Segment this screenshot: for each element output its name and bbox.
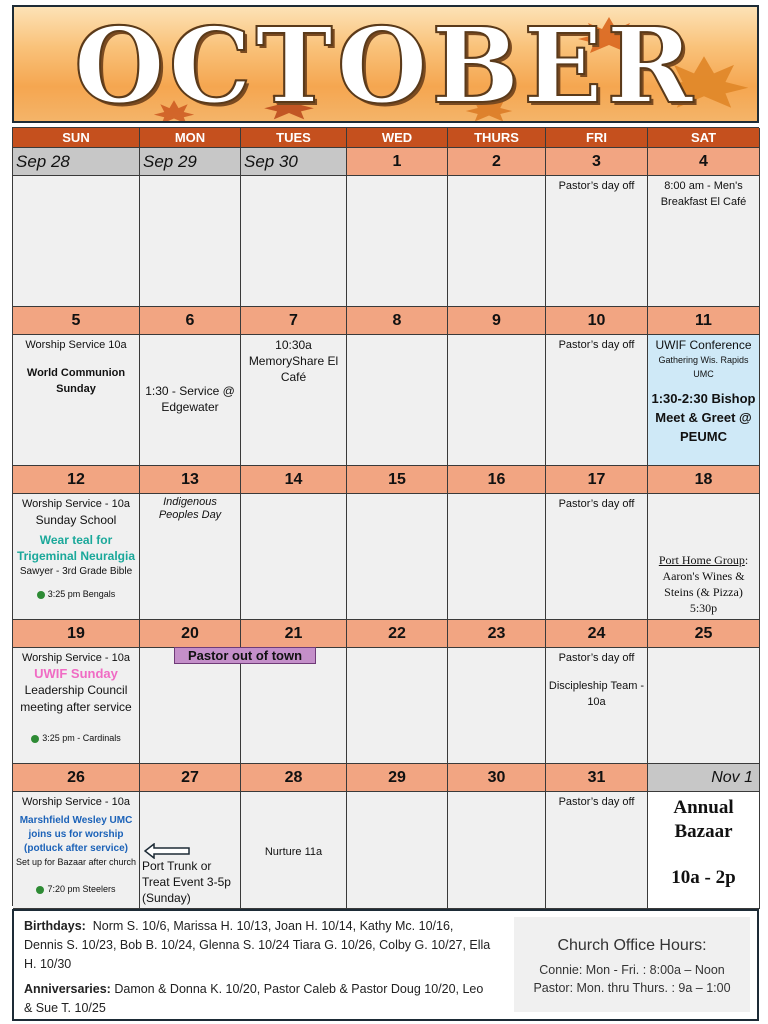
- event-text: Pastor’s day off: [558, 339, 635, 351]
- anniversaries-text: Damon & Donna K. 10/20, Pastor Caleb & Pastor Doug 10/20, Leo & Sue T. 10/25: [24, 982, 484, 1015]
- date-number: 16: [448, 466, 546, 494]
- day-cell: [241, 648, 347, 764]
- day-header-sun: SUN: [13, 128, 140, 148]
- day-cell: [648, 176, 760, 307]
- date-number: 29: [347, 764, 448, 792]
- date-number: 4: [648, 148, 760, 176]
- day-cell: [347, 648, 448, 764]
- day-cell: [241, 494, 347, 620]
- date-number: 15: [347, 466, 448, 494]
- football-icon: [37, 591, 45, 599]
- day-cell: [546, 494, 648, 620]
- pastor-out-banner: Pastor out of town: [174, 647, 316, 664]
- date-number: Sep 28: [13, 148, 140, 176]
- event-text: Pastor’s day off: [558, 498, 635, 510]
- date-number: Sep 30: [241, 148, 347, 176]
- event-text: World Communion Sunday: [26, 367, 126, 395]
- day-cell: [448, 792, 546, 909]
- day-cell: [347, 176, 448, 307]
- date-number: 7: [241, 307, 347, 335]
- day-cell: [347, 494, 448, 620]
- event-text: 1:30 - Service @ Edgewater: [145, 384, 235, 414]
- event-text: Leadership Council meeting after service: [20, 683, 132, 714]
- event-text: Pastor’s day off: [558, 180, 635, 192]
- event-text: Worship Service - 10a: [21, 498, 130, 510]
- event-text: : Aaron's Wines & Steins (& Pizza) 5:30p: [662, 553, 749, 615]
- event-text: Sawyer - 3rd Grade Bible: [19, 566, 133, 577]
- footer-panel: [12, 909, 759, 1021]
- date-number: 13: [140, 466, 241, 494]
- date-number: 28: [241, 764, 347, 792]
- day-header-sat: SAT: [648, 128, 760, 148]
- date-number: 10: [546, 307, 648, 335]
- date-number: Nov 1: [648, 764, 760, 792]
- date-number: 3: [546, 148, 648, 176]
- day-cell: [13, 176, 140, 307]
- calendar-grid: [12, 127, 759, 906]
- date-number: 30: [448, 764, 546, 792]
- date-number: 21: [241, 620, 347, 648]
- event-text: Marshfield Wesley UMC joins us for worship (potluck after service): [19, 815, 133, 854]
- day-cell: [546, 176, 648, 307]
- birthdays-label: Birthdays:: [24, 919, 86, 933]
- office-hours-title: Church Office Hours:: [557, 937, 707, 954]
- event-text: Pastor’s day off: [558, 796, 635, 808]
- office-hours: [514, 917, 750, 1012]
- header-banner: [12, 5, 759, 123]
- office-hours-line: Connie: Mon - Fri. : 8:00a – Noon: [539, 963, 725, 977]
- day-header-fri: FRI: [546, 128, 648, 148]
- event-text: Pastor’s day off: [558, 652, 635, 664]
- day-cell: [241, 176, 347, 307]
- day-cell: [448, 648, 546, 764]
- event-text: Worship Service - 10a: [21, 796, 130, 808]
- left-arrow-icon: [144, 843, 190, 859]
- date-number: 22: [347, 620, 448, 648]
- day-header-wed: WED: [347, 128, 448, 148]
- date-number: 14: [241, 466, 347, 494]
- event-text: Set up for Bazaar after church: [15, 857, 137, 867]
- event-text: 3:25 pm - Cardinals: [42, 733, 121, 743]
- date-number: 26: [13, 764, 140, 792]
- event-text: 8:00 am - Men's Breakfast El Café: [660, 180, 747, 208]
- date-number: 31: [546, 764, 648, 792]
- day-cell: [140, 494, 241, 620]
- date-number: 19: [13, 620, 140, 648]
- birthdays-line: [24, 917, 494, 974]
- event-item: [15, 730, 137, 746]
- anniversaries-label: Anniversaries:: [24, 982, 111, 996]
- event-text: Worship Service - 10a: [21, 652, 130, 664]
- day-header-tue: TUES: [241, 128, 347, 148]
- day-cell: [140, 335, 241, 466]
- date-number: 25: [648, 620, 760, 648]
- date-number: 2: [448, 148, 546, 176]
- day-cell: [13, 792, 140, 909]
- day-cell: [648, 494, 760, 620]
- day-cell: [448, 494, 546, 620]
- event-item: [15, 881, 137, 897]
- event-text: 10a - 2p: [671, 867, 736, 888]
- date-number: 9: [448, 307, 546, 335]
- date-number: 20: [140, 620, 241, 648]
- event-text: Discipleship Team - 10a: [548, 680, 645, 708]
- event-text: 10:30a MemoryShare El Café: [248, 338, 339, 384]
- date-number: 23: [448, 620, 546, 648]
- date-number: 5: [13, 307, 140, 335]
- day-cell: [546, 335, 648, 466]
- event-text: Indigenous Peoples Day: [158, 496, 222, 521]
- event-text: Port Home Group: [658, 553, 745, 567]
- day-cell: [13, 648, 140, 764]
- event-text: Wear teal for Trigeminal Neuralgia: [16, 533, 136, 563]
- event-text: UWIF Sunday: [34, 666, 118, 681]
- event-text: Gathering Wis. Rapids UMC: [658, 355, 749, 379]
- day-cell: [347, 792, 448, 909]
- day-header-thu: THURS: [448, 128, 546, 148]
- day-cell: [13, 335, 140, 466]
- event-item: [650, 552, 757, 616]
- event-text: Port Trunk or Treat Event 3-5p (Sunday): [142, 859, 231, 905]
- day-cell: [546, 648, 648, 764]
- day-cell: [546, 792, 648, 909]
- event-text: 3:25 pm Bengals: [47, 589, 116, 599]
- date-number: 12: [13, 466, 140, 494]
- football-icon: [36, 886, 44, 894]
- day-cell: [140, 648, 241, 764]
- day-cell: [140, 176, 241, 307]
- date-number: 11: [648, 307, 760, 335]
- day-cell: [13, 494, 140, 620]
- date-number: 6: [140, 307, 241, 335]
- date-number: 8: [347, 307, 448, 335]
- day-cell: [241, 335, 347, 466]
- event-text: Worship Service 10a: [25, 339, 127, 351]
- birthdays-text: Norm S. 10/6, Marissa H. 10/13, Joan H. 10/14, Kathy Mc. 10/16, Dennis S. 10/23, Bob B. 10/24, Glenna S. 10/24 Tiara G. 10/26, Colby G. 10/27, Ella H. 10/30: [24, 919, 491, 971]
- date-number: Sep 29: [140, 148, 241, 176]
- event-text: 1:30-2:30 Bishop Meet & Greet @ PEUMC: [651, 391, 756, 444]
- event-text: Sunday School: [35, 513, 117, 527]
- football-icon: [31, 735, 39, 743]
- event-text: Annual Bazaar: [673, 797, 734, 842]
- birthdays-anniversaries: [24, 917, 494, 1018]
- page-title: OCTOBER: [74, 5, 697, 123]
- day-cell: [448, 335, 546, 466]
- anniversaries-line: [24, 980, 494, 1018]
- day-cell: [648, 792, 760, 909]
- date-number: 18: [648, 466, 760, 494]
- day-cell: [648, 648, 760, 764]
- date-number: 27: [140, 764, 241, 792]
- event-text: 7:20 pm Steelers: [47, 884, 116, 894]
- date-number: 1: [347, 148, 448, 176]
- day-cell: [347, 335, 448, 466]
- day-cell: [648, 335, 760, 466]
- day-cell: [241, 792, 347, 909]
- event-text: UWIF Conference: [655, 338, 752, 352]
- event-text: Nurture 11a: [264, 846, 323, 858]
- day-cell: [448, 176, 546, 307]
- day-header-mon: MON: [140, 128, 241, 148]
- event-item: [15, 586, 137, 602]
- date-number: 24: [546, 620, 648, 648]
- office-hours-line: Pastor: Mon. thru Thurs. : 9a – 1:00: [533, 981, 731, 995]
- date-number: 17: [546, 466, 648, 494]
